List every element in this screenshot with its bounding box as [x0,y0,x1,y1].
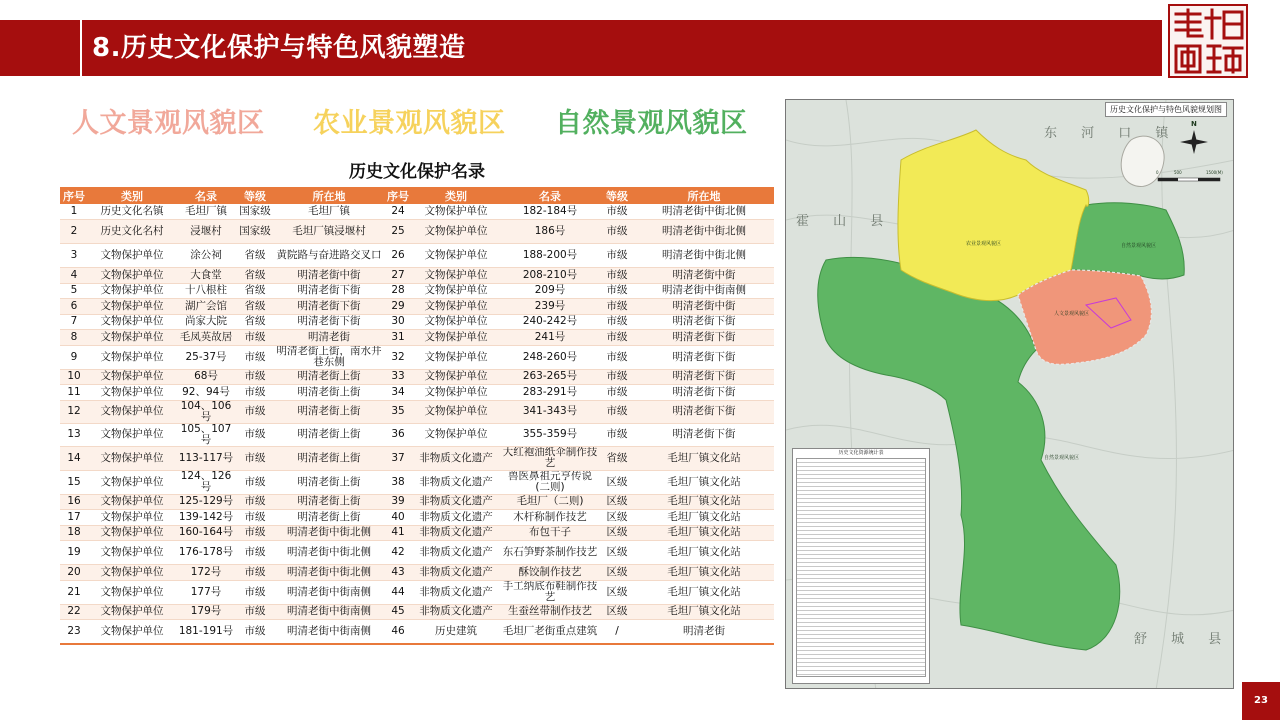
table-cell: 明清老街下街 [274,299,384,315]
table-cell: 明清老街下街 [634,314,774,330]
table-cell: 16 [60,494,88,510]
table-cell: 非物质文化遗产 [412,525,500,541]
table-row [60,283,774,299]
table-cell: 东石笋野茶制作技艺 [500,541,600,565]
table-cell: 文物保护单位 [88,525,176,541]
table-cell: 市级 [236,604,274,620]
table-cell: 市级 [600,385,634,401]
table-cell: 37 [384,446,412,470]
planning-map [785,99,1234,689]
table-cell: 酥饺制作技艺 [500,565,600,581]
table-cell: 市级 [600,369,634,385]
table-header-cell: 等级 [600,187,634,204]
table-cell: 文物保护单位 [412,330,500,346]
table-title: 历史文化保护名录 [349,162,485,182]
table-cell: 241号 [500,330,600,346]
table-cell: 283-291号 [500,385,600,401]
table-cell: 市级 [600,330,634,346]
table-cell: 文物保护单位 [412,244,500,268]
table-cell: 248-260号 [500,345,600,369]
table-cell: 文物保护单位 [412,314,500,330]
table-cell: 30 [384,314,412,330]
table-cell: 2 [60,220,88,244]
table-cell: 35 [384,400,412,423]
inventory-table [792,448,930,684]
map-place-label: 舒 城 县 [1134,632,1232,647]
table-cell: 182-184号 [500,204,600,220]
table-cell: 28 [384,283,412,299]
table-cell: 市级 [600,220,634,244]
table-cell: 市级 [600,244,634,268]
table-cell: 区级 [600,580,634,604]
table-row [60,268,774,284]
table-cell: 浸堰村 [176,220,236,244]
table-cell: 24 [384,204,412,220]
table-cell: 明清老街上街 [274,369,384,385]
table-cell: 文物保护单位 [88,446,176,470]
table-cell: 26 [384,244,412,268]
table-cell: 明清老街上街 [274,400,384,423]
table-cell: 明清老街中街南侧 [274,580,384,604]
table-cell: 10 [60,369,88,385]
table-cell: 明清老街中街北侧 [634,244,774,268]
table-cell: 18 [60,525,88,541]
table-cell: 明清老街中街 [634,299,774,315]
table-row [60,604,774,620]
table-cell: 25 [384,220,412,244]
table-cell: 明清老街中街 [634,268,774,284]
table-cell: 9 [60,345,88,369]
table-cell: 明清老街上街 [274,423,384,446]
table-cell: 42 [384,541,412,565]
table-cell: 文物保护单位 [88,330,176,346]
table-cell: 文物保护单位 [412,268,500,284]
table-row [60,494,774,510]
table-cell: 毛坦厂镇文化站 [634,541,774,565]
table-cell: 国家级 [236,204,274,220]
table-cell: 市级 [236,423,274,446]
table-cell: 明清老街上街，南水井巷东侧 [274,345,384,369]
table-cell: 文物保护单位 [88,494,176,510]
table-cell: 文物保护单位 [88,604,176,620]
table-cell: 市级 [236,369,274,385]
table-cell: 31 [384,330,412,346]
table-row [60,220,774,244]
table-cell: 历史文化名镇 [88,204,176,220]
table-cell: 毛凤英故居 [176,330,236,346]
table-cell: 明清老街中街北侧 [274,525,384,541]
table-header-cell: 序号 [60,187,88,204]
table-row [60,565,774,581]
table-cell: 区级 [600,604,634,620]
table-cell: 文物保护单位 [412,400,500,423]
table-cell: 12 [60,400,88,423]
map-title: 历史文化保护与特色风貌规划图 [1105,102,1227,117]
table-cell: 明清老街中街南侧 [634,283,774,299]
table-row [60,580,774,604]
table-cell: 文物保护单位 [88,400,176,423]
table-cell: 市级 [600,345,634,369]
table-cell: 毛坦厂（二则) [500,494,600,510]
table-cell: 市级 [236,400,274,423]
table-cell: 文物保护单位 [88,268,176,284]
table-cell: 毛坦厂镇浸堰村 [274,220,384,244]
table-cell: 历史建筑 [412,620,500,644]
table-cell: 省级 [236,314,274,330]
table-cell: 省级 [236,299,274,315]
table-cell: 历史文化名村 [88,220,176,244]
table-row [60,314,774,330]
table-cell: 263-265号 [500,369,600,385]
table-cell: 文物保护单位 [88,314,176,330]
table-cell: 毛坦厂镇文化站 [634,565,774,581]
table-cell: 文物保护单位 [412,345,500,369]
table-cell: 105、107号 [176,423,236,446]
table-row [60,446,774,470]
table-cell: 40 [384,510,412,526]
table-header-cell: 所在地 [274,187,384,204]
table-cell: 240-242号 [500,314,600,330]
table-cell: 43 [384,565,412,581]
heritage-table [60,187,774,645]
table-cell: 文物保护单位 [88,510,176,526]
table-cell: 毛坦厂镇 [176,204,236,220]
table-cell: 160-164号 [176,525,236,541]
table-cell: 非物质文化遗产 [412,446,500,470]
page-title: 8.历史文化保护与特色风貌塑造 [92,33,466,63]
table-cell: 25-37号 [176,345,236,369]
table-cell: 1 [60,204,88,220]
table-cell: 兽医鼻祖元亨传说(二则) [500,470,600,494]
table-cell: 省级 [236,244,274,268]
table-cell: 市级 [236,620,274,644]
table-row [60,541,774,565]
table-cell: 14 [60,446,88,470]
table-cell: 非物质文化遗产 [412,604,500,620]
table-cell: 区级 [600,525,634,541]
table-cell: 毛坦厂老街重点建筑 [500,620,600,644]
zone-title-nature: 自然景观风貌区 [555,108,748,139]
table-cell: 文物保护单位 [88,541,176,565]
table-cell: 明清老街上街 [274,385,384,401]
table-cell: 文物保护单位 [412,204,500,220]
table-row [60,244,774,268]
table-cell: 手工纳底布鞋制作技艺 [500,580,600,604]
table-cell: 文物保护单位 [88,299,176,315]
table-cell: 明清老街中街北侧 [634,220,774,244]
table-cell: 11 [60,385,88,401]
table-cell: 文物保护单位 [88,283,176,299]
table-cell: 市级 [236,345,274,369]
table-cell: 毛坦厂镇文化站 [634,510,774,526]
table-header-cell: 类别 [412,187,500,204]
table-cell: 明清老街 [274,330,384,346]
table-cell: 文物保护单位 [412,385,500,401]
inventory-title: 历史文化资源统计表 [838,450,884,456]
map-zone-label: 自然景观风貌区 [1121,243,1157,249]
table-cell: 毛坦厂镇文化站 [634,494,774,510]
table-cell: 明清老街中街南侧 [274,620,384,644]
table-cell: 15 [60,470,88,494]
table-cell: 市级 [600,204,634,220]
table-cell: 文物保护单位 [88,244,176,268]
table-cell: 市级 [600,283,634,299]
table-cell: 23 [60,620,88,644]
map-zone-label: 自然景观风貌区 [1044,455,1080,461]
table-cell: 毛坦厂镇文化站 [634,470,774,494]
map-place-label: 东 河 口 镇 [1044,126,1179,141]
scale-label: 1500(M) [1206,170,1223,175]
table-cell: 22 [60,604,88,620]
table-cell: 33 [384,369,412,385]
table-cell: 186号 [500,220,600,244]
table-cell: 明清老街下街 [634,423,774,446]
table-cell: 明清老街中街 [274,268,384,284]
table-cell: 市级 [600,268,634,284]
table-row [60,525,774,541]
table-cell: 非物质文化遗产 [412,565,500,581]
table-cell: 124、126号 [176,470,236,494]
table-cell: 113-117号 [176,446,236,470]
map-zone-label: 农业景观风貌区 [966,241,1002,247]
map-zone-label: 人文景观风貌区 [1054,311,1090,317]
compass-label: N [1191,120,1197,128]
table-cell: 市级 [236,385,274,401]
table-cell: 8 [60,330,88,346]
seal-logo-icon [1168,4,1248,78]
table-cell: 181-191号 [176,620,236,644]
table-cell: 文物保护单位 [88,345,176,369]
table-cell: 市级 [600,400,634,423]
table-cell: 明清老街上街 [274,494,384,510]
table-cell: 毛坦厂镇文化站 [634,580,774,604]
table-header-cell: 名录 [500,187,600,204]
table-cell: 明清老街中街北侧 [274,565,384,581]
table-cell: 29 [384,299,412,315]
zone-title-human: 人文景观风貌区 [72,108,265,139]
table-cell: 20 [60,565,88,581]
table-cell: 209号 [500,283,600,299]
table-cell: 明清老街中街北侧 [274,541,384,565]
scale-label: 0 [1156,170,1159,175]
table-cell: 125-129号 [176,494,236,510]
table-cell: 19 [60,541,88,565]
table-cell: 172号 [176,565,236,581]
table-row [60,423,774,446]
table-cell: 208-210号 [500,268,600,284]
table-cell: 7 [60,314,88,330]
table-cell: 明清老街下街 [634,400,774,423]
page-number: 23 [1242,682,1280,720]
table-cell: 13 [60,423,88,446]
table-cell: 湖广会馆 [176,299,236,315]
table-row [60,369,774,385]
table-cell: 市级 [236,580,274,604]
table-cell: 明清老街下街 [634,369,774,385]
table-cell: 涂公祠 [176,244,236,268]
table-cell: 明清老街中街北侧 [634,204,774,220]
table-cell: 139-142号 [176,510,236,526]
table-cell: 大红袍油纸伞制作技艺 [500,446,600,470]
table-cell: 39 [384,494,412,510]
table-cell: 文物保护单位 [412,423,500,446]
inventory-rows [796,458,926,677]
table-cell: 区级 [600,510,634,526]
header-bar [0,20,1162,76]
table-cell: 十八根柱 [176,283,236,299]
table-cell: 3 [60,244,88,268]
table-row [60,470,774,494]
table-cell: 341-343号 [500,400,600,423]
table-cell: 尚家大院 [176,314,236,330]
table-cell: 5 [60,283,88,299]
table-cell: 毛坦厂镇文化站 [634,604,774,620]
table-cell: 市级 [600,314,634,330]
table-cell: 明清老街上街 [274,510,384,526]
table-cell: 文物保护单位 [88,565,176,581]
table-cell: 非物质文化遗产 [412,580,500,604]
table-row [60,345,774,369]
table-cell: 区级 [600,494,634,510]
table-cell: 文物保护单位 [88,580,176,604]
table-cell: 明清老街下街 [634,345,774,369]
table-cell: 明清老街中街南侧 [274,604,384,620]
table-row [60,330,774,346]
table-cell: 34 [384,385,412,401]
scale-bar [1158,178,1220,181]
table-cell: 41 [384,525,412,541]
table-cell: 毛坦厂镇 [274,204,384,220]
table-cell: 区级 [600,565,634,581]
table-cell: 市级 [236,330,274,346]
table-cell: 27 [384,268,412,284]
table-cell: 明清老街下街 [274,314,384,330]
table-cell: 区级 [600,541,634,565]
table-cell: 明清老街上街 [274,470,384,494]
table-cell: / [600,620,634,644]
table-cell: 32 [384,345,412,369]
table-cell: 市级 [236,494,274,510]
table-cell: 文物保护单位 [412,299,500,315]
table-cell: 非物质文化遗产 [412,494,500,510]
table-cell: 非物质文化遗产 [412,541,500,565]
table-cell: 省级 [236,283,274,299]
scale-label: 500 [1174,170,1182,175]
header-divider [80,20,82,76]
zone-title-agriculture: 农业景观风貌区 [313,108,506,139]
table-cell: 17 [60,510,88,526]
table-cell: 355-359号 [500,423,600,446]
table-cell: 明清老街 [634,620,774,644]
table-cell: 21 [60,580,88,604]
table-cell: 文物保护单位 [88,369,176,385]
table-cell: 市级 [236,525,274,541]
table-cell: 45 [384,604,412,620]
table-header-cell: 等级 [236,187,274,204]
table-cell: 毛坦厂镇文化站 [634,446,774,470]
zone-nature-east [1071,203,1184,279]
table-row [60,204,774,220]
table-row [60,385,774,401]
table-cell: 239号 [500,299,600,315]
table-cell: 明清老街下街 [634,385,774,401]
table-cell: 176-178号 [176,541,236,565]
table-cell: 文物保护单位 [412,283,500,299]
table-cell: 市级 [236,446,274,470]
table-cell: 44 [384,580,412,604]
table-header-row [60,187,774,204]
table-cell: 省级 [600,446,634,470]
table-row [60,299,774,315]
table-cell: 104、106号 [176,400,236,423]
table-cell: 文物保护单位 [88,470,176,494]
table-cell: 文物保护单位 [412,369,500,385]
table-cell: 4 [60,268,88,284]
table-cell: 6 [60,299,88,315]
table-header-cell: 序号 [384,187,412,204]
table-cell: 46 [384,620,412,644]
table-cell: 生蚕丝带制作技艺 [500,604,600,620]
table-cell: 明清老街下街 [274,283,384,299]
table-cell: 非物质文化遗产 [412,510,500,526]
table-cell: 国家级 [236,220,274,244]
table-cell: 68号 [176,369,236,385]
table-row [60,620,774,644]
table-cell: 非物质文化遗产 [412,470,500,494]
map-place-label: 霍 山 县 [796,214,894,229]
table-row [60,510,774,526]
table-cell: 38 [384,470,412,494]
table-cell: 黄院路与奋进路交叉口 [274,244,384,268]
table-header-cell: 名录 [176,187,236,204]
table-cell: 布包干子 [500,525,600,541]
table-cell: 大食堂 [176,268,236,284]
table-cell: 市级 [600,423,634,446]
table-cell: 区级 [600,470,634,494]
table-cell: 明清老街下街 [634,330,774,346]
table-row [60,400,774,423]
table-cell: 文物保护单位 [88,423,176,446]
table-cell: 市级 [236,565,274,581]
table-header-cell: 类别 [88,187,176,204]
table-cell: 木杆称制作技艺 [500,510,600,526]
table-cell: 36 [384,423,412,446]
table-cell: 市级 [236,541,274,565]
table-cell: 文物保护单位 [88,385,176,401]
table-cell: 市级 [236,470,274,494]
table-cell: 市级 [236,510,274,526]
table-cell: 明清老街上街 [274,446,384,470]
table-cell: 省级 [236,268,274,284]
table-cell: 188-200号 [500,244,600,268]
table-cell: 92、94号 [176,385,236,401]
table-cell: 文物保护单位 [88,620,176,644]
table-cell: 毛坦厂镇文化站 [634,525,774,541]
table-cell: 文物保护单位 [412,220,500,244]
table-cell: 市级 [600,299,634,315]
table-cell: 179号 [176,604,236,620]
table-header-cell: 所在地 [634,187,774,204]
table-cell: 177号 [176,580,236,604]
